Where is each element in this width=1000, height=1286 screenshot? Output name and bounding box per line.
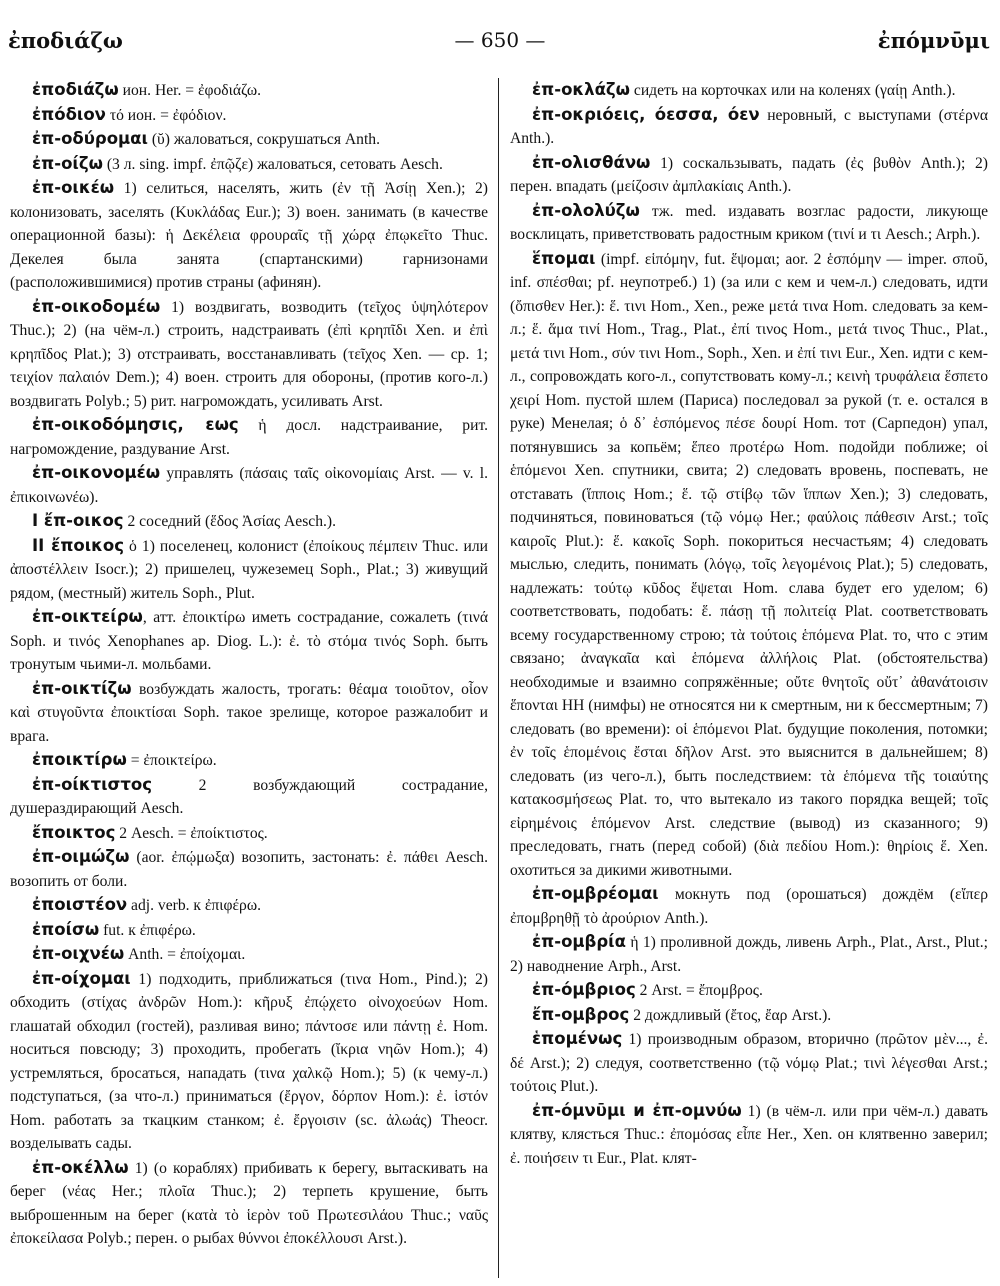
- entry-definition: = ἐποικτείρω.: [126, 752, 217, 769]
- entry-headword: ἐποικτίρω: [32, 750, 127, 769]
- dictionary-entry: [10, 1156, 488, 1251]
- dictionary-entry: [510, 1003, 988, 1028]
- entry-definition: ион. Her. = ἐφοδιάζω.: [118, 82, 262, 99]
- entry-headword: ἐπόδιον: [32, 104, 106, 124]
- entry-headword: I ἔπ-οικος: [32, 511, 124, 530]
- dictionary-entry: [10, 152, 488, 177]
- dictionary-entry: [10, 103, 488, 128]
- dictionary-entry: [10, 748, 488, 773]
- dictionary-entry: [10, 509, 488, 534]
- dictionary-entry: [10, 942, 488, 967]
- dictionary-entry: [10, 773, 488, 821]
- entry-definition: 1) производным образом, вторично (πρῶτον μὲν..., ἐ. δέ Arst.); 2) следуя, соответственно (τῷ νόμῳ Plat.; τινὶ λέγεσθαι Arst.; τούτοις Plut.).: [510, 1031, 988, 1095]
- entry-headword: ἐπ-οικοδόμησις, εως: [32, 415, 239, 434]
- dictionary-entry: [10, 461, 488, 509]
- entry-definition: , атт. ἐποικτίρω иметь сострадание, сожалеть (τινά Soph. и τινός Xenophanes ap. Diog. L.): ἐ. τὸ στόμα τινός Soph. быть тронутым чьими-л. мольбами.: [10, 609, 488, 673]
- entry-headword: ἐπ-οίκτιστος: [32, 774, 153, 794]
- dictionary-entry: [510, 1027, 988, 1099]
- entry-headword: II ἔποικος: [32, 535, 125, 555]
- entry-headword: ἐποιστέον: [32, 895, 128, 914]
- entry-definition: 1) (о кораблях) прибивать к берегу, вытаскивать на берег (νέας Her.; πλοῖα Thuc.); 2) терпеть крушение, быть выброшенным на берег (κατὰ τὸ ἱερὸν τοῦ Πρωτεσιλάου Thuc.; ναῦς ἐποκείλασα Polyb.; перен. о рыбах θύννοι ἐποκέλλουσι Arst.).: [10, 1159, 488, 1247]
- entry-headword: ἐπ-οικοδομέω: [32, 296, 161, 316]
- column-divider: [498, 78, 499, 1278]
- page-header: [0, 28, 1000, 58]
- entry-definition: 1) подходить, приближаться (τινα Hom., Pind.); 2) обходить (στίχας ἀνδρῶν Hom.): κῆρυξ ἐπῴχετο οἰνοχοεύων Hom. глашатай обходил (гостей), разливая вино; πάντοσε или πάντῃ ἐ. Hom. носиться повсюду; 3) проходить, пробегать (ἴκρια νηῶν Hom.); 4) устремляться, бросаться, нападать (τινα χαλκῷ Hom.); 5) (к чему-л.) подступаться, (за что-л.) приниматься (ἔργον, δόρπον Hom.): ἐ. ἱστόν Hom. работать за ткацким станком; ἐ. ἔργοισιν (sc. ἀλωάς) Theocr. возделывать сады.: [10, 970, 488, 1152]
- entry-definition: ἡ досл. надстраивание, рит. нагромождение, раздувание Arst.: [10, 417, 488, 458]
- dictionary-entry: [10, 893, 488, 918]
- entry-definition: управлять (πάσαις ταῖς οἰκονομίαις Arst. — v. l. ἐπικοινωνέω).: [10, 465, 488, 506]
- entry-headword: ἐπ-οικτείρω: [32, 607, 143, 626]
- entry-headword: ἐπ-ομβρέομαι: [532, 884, 659, 903]
- dictionary-entry: [510, 978, 988, 1003]
- dictionary-entry: [10, 176, 488, 295]
- entry-headword: ἐποίσω: [32, 919, 100, 939]
- dictionary-entry: [510, 103, 988, 151]
- running-head-right: ἐπόμνῡμι: [877, 28, 990, 53]
- dictionary-entry: [10, 821, 488, 846]
- entry-headword: ἐπ-οιμώζω: [32, 847, 130, 866]
- entry-definition: (ῠ) жаловаться, сокрушаться Anth.: [147, 131, 380, 148]
- dictionary-entry: [10, 845, 488, 893]
- entry-headword: ἕπομαι: [532, 248, 596, 268]
- entry-headword: ἐπ-ομβρία: [532, 932, 626, 951]
- entry-headword: ἐπ-οίζω: [32, 153, 103, 173]
- entry-definition: 2 дождливый (ἔτος, ἔαρ Arst.).: [629, 1006, 832, 1024]
- dictionary-entry: [10, 605, 488, 677]
- dictionary-entry: [10, 967, 488, 1156]
- dictionary-entry: [10, 677, 488, 749]
- dictionary-entry: [510, 78, 988, 103]
- entry-headword: ἐπ-ολισθάνω: [532, 152, 651, 172]
- entry-headword: ἑπομένως: [532, 1029, 623, 1048]
- entry-definition: 2 Aesch. = ἐποίκτιστος.: [115, 824, 268, 842]
- entry-headword: ἐπ-οικονομέω: [32, 463, 161, 482]
- left-column: [10, 78, 488, 1251]
- entry-definition: 1) воздвигать, возводить (τεῖχος ὑψηλότερον Thuc.); 2) (на чём-л.) строить, надстраивать (ἐπὶ κρηπῖδι Xen. и ἐπὶ κρηπῖδος Plat.); 3) отстраивать, восстанавливать (τεῖχος Xen. — ср. 1; τειχίον παλαιόν Dem.); 4) воен. строить для обороны, (против кого-л.) воздвигать Polyb.; 5) рит. нагромождать, усиливать Arst.: [10, 298, 488, 410]
- dictionary-entry: [510, 930, 988, 978]
- dictionary-entry: [510, 247, 988, 883]
- entry-definition: 2 возбуждающий сострадание, душераздирающий Aesch.: [10, 776, 488, 817]
- entry-headword: ἔποικτος: [32, 822, 116, 842]
- entry-definition: 1) (в чём-л. или при чём-л.) давать клятву, клясться Thuc.: ἐπομόσας εἶπε Her., Xen. он клятвенно заверил; ἐ. ποιήσειν τι Eur., Plat. клят-: [510, 1102, 988, 1167]
- dictionary-entry: [10, 127, 488, 152]
- page-number: — 650 —: [454, 28, 546, 52]
- entry-definition: 1) соскальзывать, падать (ἐς βυθὸν Anth.); 2) перен. впадать (μείζοσιν ἀμπλακίαις Anth.).: [510, 154, 988, 195]
- right-column: [510, 78, 988, 1170]
- dictionary-entry: [510, 151, 988, 199]
- entry-definition: мокнуть под (орошаться) дождём (εἴπερ ἐπομβρηθῇ τὸ ἀρούριον Anth.).: [510, 886, 988, 927]
- entry-definition: 2 Arst. = ἔπομβρος.: [635, 982, 763, 999]
- entry-headword: ἐπ-οκλάζω: [532, 80, 631, 99]
- dictionary-entry: [10, 295, 488, 414]
- dictionary-entry: [510, 882, 988, 930]
- entry-headword: ἐπ-όμνῡμι и ἐπ-ομνύω: [532, 1100, 742, 1120]
- entry-headword: ἐπ-οδύρομαι: [32, 129, 148, 148]
- entry-definition: 2 соседний (ἕδος Ἀσίας Aesch.).: [123, 513, 336, 530]
- entry-definition: 1) селиться, населять, жить (ἐν τῇ Ἀσίῃ Xen.); 2) колонизовать, заселять (Κυκλάδας Eur.); 3) воен. занимать (в качестве операционной базы): ἡ Δεκέλεια φρουραῖς τῇ χώρᾳ ἐπῳκεῖτο Thuc. Декелея была занята (спартанскими) гарнизонами (расположившимися) против страны (афинян).: [10, 180, 488, 291]
- entry-headword: ἔπ-ομβρος: [532, 1004, 630, 1024]
- entry-definition: ὁ 1) поселенец, колонист (ἐποίκους πέμπειν Thuc. или ἀποστέλλειν Isocr.); 2) пришелец, чужеземец Soph., Plat.; 3) живущий рядом, (местный) житель Soph., Plut.: [10, 537, 488, 602]
- entry-definition: ἡ 1) проливной дождь, ливень Arph., Plat., Arst., Plut.; 2) наводнение Arph., Arst.: [510, 934, 988, 975]
- running-head-left: ἐποδιάζω: [8, 28, 123, 53]
- entry-definition: fut. к ἐπιφέρω.: [99, 921, 196, 939]
- entry-definition: (impf. εἱπόμην, fut. ἕψομαι; aor. 2 ἑσπόμην — imper. σποῦ, inf. σπέσθαι; pf. неупотреб.) 1) (за или с кем и чем-л.) следовать, идти (ὄπισθεν Her.): ἕ. τινι Hom., Xen., реже μετά τινα Hom. следовать за кем-л.; ἕ. ἅμα τινί Hom., Trag., Plat., ἐπί τινος Hom., μετά τινος Thuc., Plat., μετά τινι Hom., σύν τινι Hom., Soph., Xen. и ἐπί τινι Eur., Xen. идти с кем-л., сопровождать кого-л., сопутствовать кому-л.; κεινὴ τρυφάλεια ἕσπετο χειρί Hom. пустой шлем (Париса) последовал за рукой (т. е. остался в руке) Менелая; ὁ δ᾽ ἑσπόμενος πέσε δουρί Hom. тот (Сарпедон) упал, потянувшись за копьём; ἕπεο προτέρω Hom. подойди поближе; οἱ ἑπόμενοι Xen. спутники, свита; 2) следовать вровень, поспевать, не отставать (ἵπποις Hom.; ἕ. τῷ στίβῳ τῶν ἵππων Xen.); 3) следовать, подчиняться, повиноваться (τῷ νόμῳ Her.; φαύλοις πάθεσιν Arst.; τοῖς καιροῖς Plut.): ἕ. κακοῖς Soph. покориться несчастьям; 4) следовать мыслью, следить, понимать (λόγῳ, τοῖς λεγομένοις Plat.); 5) следовать, надлежать: τούτῳ κῦδος ἕψεται Hom. слава будет его уделом; 6) соответствовать, подобать: ἕ. πάσῃ τῇ πολιτείᾳ Plat. соответствовать всему государственному строю; τὰ τούτοις ἑπόμενα Plat. то, что с этим связано; ἀναγκαῖα καὶ ἑπόμενα ἀλλήλοις Plat. (обстоятельства) необходимые и взаимно сопряжённые; οὔτε θνητοῖς οὔτ᾽ ἀθανάτοισιν ἕπονται HH (нимфы) не относятся ни к смертным, ни к бессмертным; 7) следовать (во времени): οἱ ἑπόμενοι Plat. будущие поколения, потомки; ἐν τοῖς ἑπομένοις ἔσται δῆλον Arst. это выяснится в дальнейшем; 8) следовать (из чего-л.), быть последствием: τὰ ἑπόμενα τῆς τοιαύτης κατακοσμήσεως Plat. то, что вытекало из такого порядка вещей; τοῖς εἰρημένοις ἑπόμενον Arst. следствие (вывод) из сказанного; 9) преследовать, гнать (перед собой) (διὰ πεδίου Hom.): θηρίοις ἕ. Xen. охотиться за дикими животными.: [510, 250, 988, 879]
- entry-headword: ἐποδιάζω: [32, 80, 119, 99]
- dictionary-entry: [10, 78, 488, 103]
- entry-definition: Anth. = ἐποίχομαι.: [124, 946, 246, 963]
- entry-definition: неровный, с выступами (στέρνα Anth.).: [510, 106, 988, 147]
- dictionary-entry: [510, 199, 988, 247]
- entry-definition: сидеть на корточках или на коленях (γαίῃ Anth.).: [630, 82, 956, 99]
- dictionary-entry: [10, 918, 488, 943]
- entry-headword: ἐπ-οικέω: [32, 178, 115, 197]
- dictionary-entry: [10, 534, 488, 606]
- entry-headword: ἐπ-οκριόεις, όεσσα, όεν: [532, 104, 760, 124]
- entry-headword: ἐπ-οκέλλω: [32, 1157, 129, 1177]
- entry-headword: ἐπ-οίχομαι: [32, 968, 131, 988]
- entry-definition: adj. verb. к ἐπιφέρω.: [127, 897, 261, 914]
- entry-headword: ἐπ-όμβριος: [532, 980, 636, 999]
- entry-headword: ἐπ-ολολύζω: [532, 200, 640, 220]
- entry-definition: τό ион. = ἐφόδιον.: [105, 106, 227, 124]
- dictionary-entry: [10, 413, 488, 461]
- entry-definition: (aor. ἐπῴμωξα) возопить, застонать: ἐ. πάθει Aesch. возопить от боли.: [10, 849, 488, 890]
- entry-definition: (3 л. sing. impf. ἐπῷζε) жаловаться, сетовать Aesch.: [102, 155, 443, 173]
- entry-headword: ἐπ-οικτίζω: [32, 678, 132, 698]
- entry-headword: ἐπ-οιχνέω: [32, 944, 125, 963]
- dictionary-entry: [510, 1099, 988, 1171]
- entry-definition: тж. med. издавать возглас радости, ликующе восклицать, приветствовать радостным криком (τινί и τι Aesch.; Arph.).: [510, 202, 988, 243]
- entry-definition: возбуждать жалость, трогать: θέαμα τοιοῦτον, οἷον καὶ στυγοῦντα ἐποικτίσαι Soph. такое зрелище, которое разжалобит и врага.: [10, 680, 488, 745]
